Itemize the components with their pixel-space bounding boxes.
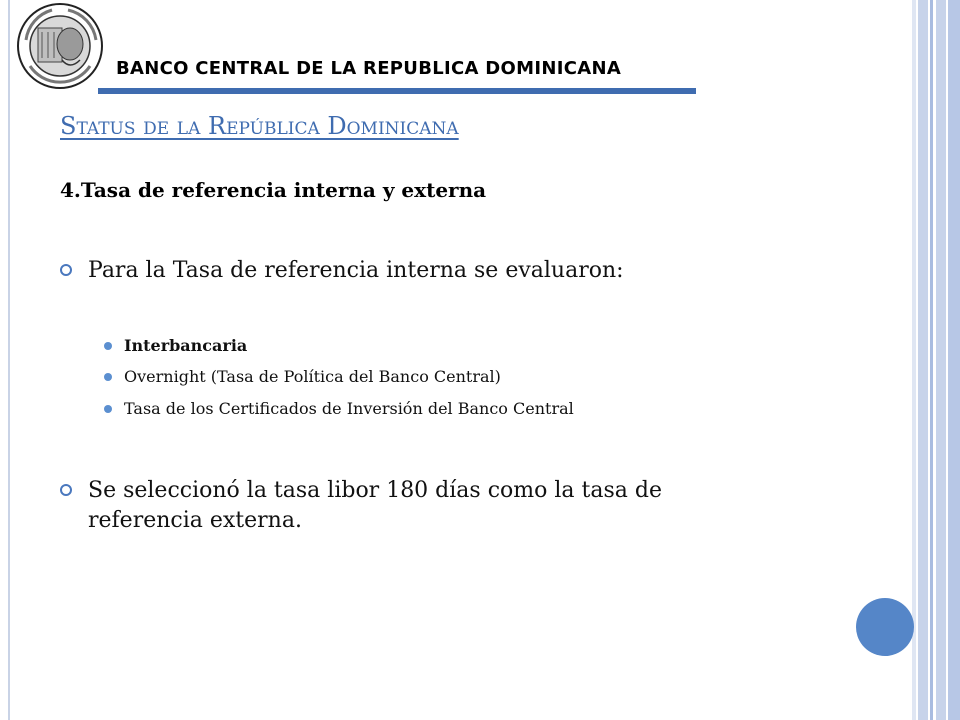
central-bank-seal-icon bbox=[12, 0, 108, 96]
slide-title: Status de la República Dominicana bbox=[60, 112, 459, 140]
sub-bullet-text: Tasa de los Certificados de Inversión del Banco Central bbox=[124, 399, 574, 418]
sub-bullet-item bbox=[104, 399, 744, 419]
dot-bullet-icon bbox=[104, 373, 112, 381]
ring-bullet-icon bbox=[60, 264, 72, 276]
decorative-circle bbox=[856, 598, 914, 656]
dot-bullet-icon bbox=[104, 405, 112, 413]
dot-bullet-icon bbox=[104, 342, 112, 350]
sub-bullet-text: Overnight (Tasa de Política del Banco Central) bbox=[124, 367, 501, 386]
sub-bullet-item bbox=[104, 367, 744, 387]
left-border-rule bbox=[8, 0, 10, 720]
bullet-item bbox=[60, 476, 740, 536]
bank-name: BANCO CENTRAL DE LA REPUBLICA DOMINICANA bbox=[116, 58, 622, 79]
slide-subtitle: 4.Tasa de referencia interna y externa bbox=[60, 178, 487, 202]
bullet-item bbox=[60, 256, 800, 286]
ring-bullet-icon bbox=[60, 484, 72, 496]
bullet-text: Se seleccionó la tasa libor 180 días como la tasa de referencia externa. bbox=[88, 478, 662, 533]
header-divider bbox=[98, 88, 696, 94]
sub-bullet-text: Interbancaria bbox=[124, 336, 248, 355]
sub-bullet-item bbox=[104, 336, 744, 356]
right-decorative-bars bbox=[912, 0, 960, 720]
bullet-text: Para la Tasa de referencia interna se evaluaron: bbox=[88, 258, 624, 283]
